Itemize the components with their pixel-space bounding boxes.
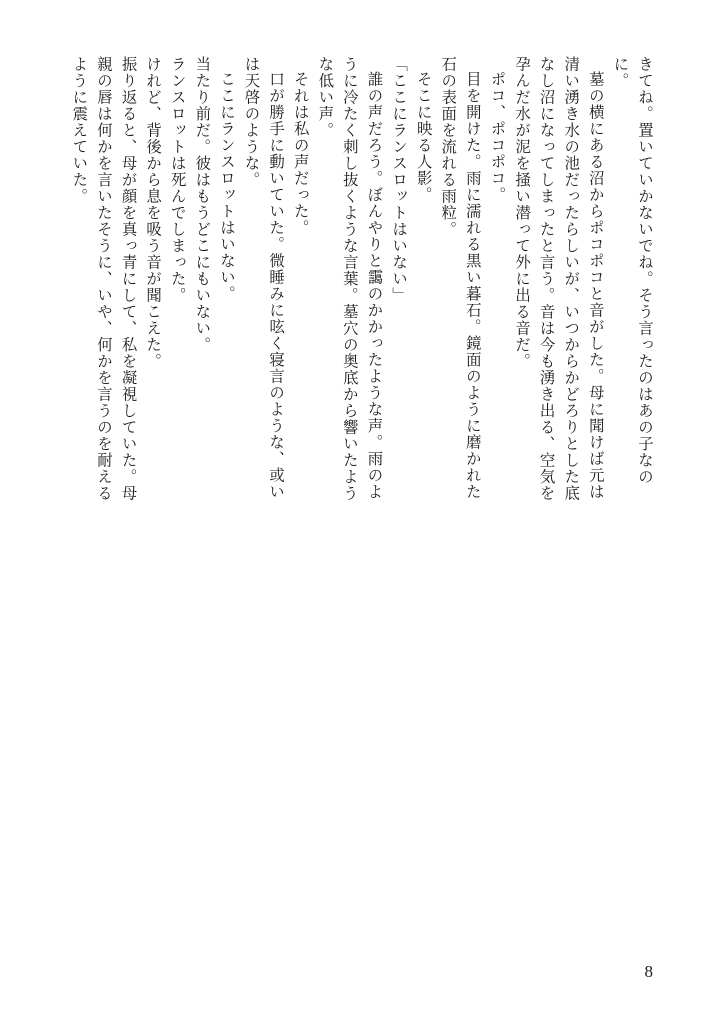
vertical-text-body: [67, 56, 657, 516]
paragraph: それは私の声だった。: [291, 71, 310, 237]
paragraph: きてね。置いていかないでね。そう言ったのはあの子なのに。: [611, 56, 654, 485]
paragraph: 目を開けた。雨に濡れる黒い暮石。鏡面のように磨かれた石の表面を流れる雨粒。: [439, 56, 482, 501]
paragraph: ポコ、ポコポコ。: [488, 71, 507, 204]
paragraph: ここにランスロットはいない。: [217, 71, 236, 303]
paragraph: けれど、背後から息を吸う音が聞こえた。: [144, 56, 163, 370]
paragraph: 当たり前だ。彼はもうどこにもいない。: [193, 56, 212, 353]
paragraph: 口が勝手に動いていた。微睡みに呟く寝言のような、或いは天啓のような。: [242, 56, 286, 501]
paragraph: 「ここにランスロットはいない」: [390, 56, 409, 304]
paragraph: そこに映る人影。: [414, 71, 433, 204]
paragraph: 振り返ると、母が顔を真っ青にして、私を凝視していた。母親の唇は何かを言いたそうに、いや、何かを言うのを耐えるように震えていた。: [70, 56, 138, 502]
paragraph: 墓の横にある沼からポコポコと音がした。母に聞けば元は清い湧き水の池だったらしいが、いつからかどろりとした底なし沼になってしまったと言う。音は今も湧き出る、空気を孕んだ水が泥を掻い潜って外に出る音だ。: [513, 56, 605, 502]
paragraph: ランスロットは死んでしまった。: [168, 56, 187, 304]
page-number: 8: [644, 962, 653, 981]
paragraph: 誰の声だろう。ぼんやりと靄のかかったような声。雨のように冷たく刺し抜くような言葉。墓穴の奥底から響いたような低い声。: [316, 56, 384, 502]
